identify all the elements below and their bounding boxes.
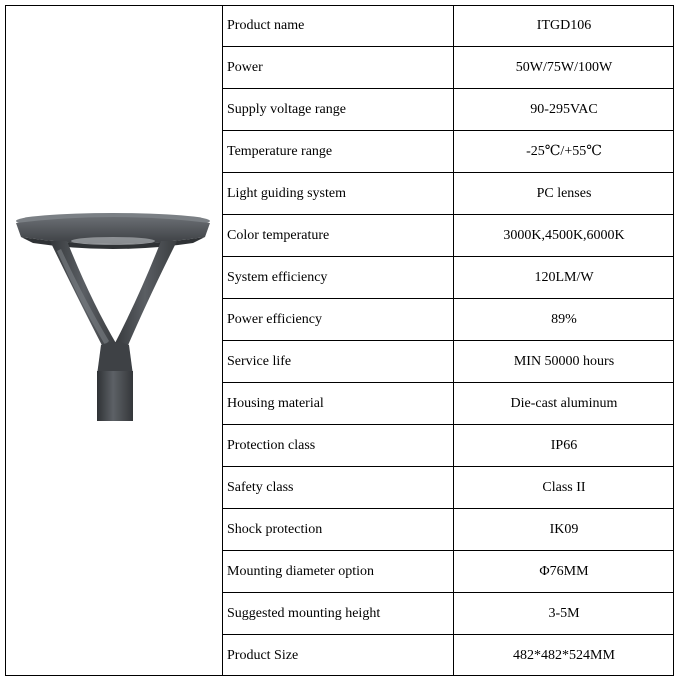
spec-row [223, 383, 674, 425]
spec-value: MIN 50000 hours [454, 341, 675, 383]
spec-row [223, 341, 674, 383]
spec-label: Shock protection [223, 509, 454, 551]
spec-table [223, 5, 674, 676]
spec-row [223, 173, 674, 215]
spec-label: Safety class [223, 467, 454, 509]
spec-label: Service life [223, 341, 454, 383]
spec-row [223, 467, 674, 509]
spec-label: Housing material [223, 383, 454, 425]
spec-value: Φ76MM [454, 551, 675, 593]
spec-row [223, 551, 674, 593]
spec-row [223, 425, 674, 467]
spec-value: IP66 [454, 425, 675, 467]
lens-ring [71, 237, 155, 245]
spec-row [223, 47, 674, 89]
spec-value: Die-cast aluminum [454, 383, 675, 425]
spec-row [223, 509, 674, 551]
product-image-cell [5, 5, 223, 676]
spec-value: -25℃/+55℃ [454, 131, 675, 173]
spec-label: Power [223, 47, 454, 89]
street-lamp-luminaire-icon [5, 5, 223, 425]
spec-row [223, 299, 674, 341]
spec-label: System efficiency [223, 257, 454, 299]
spec-label: Suggested mounting height [223, 593, 454, 635]
spec-label: Mounting diameter option [223, 551, 454, 593]
spec-value: 482*482*524MM [454, 635, 675, 677]
pole [97, 371, 133, 421]
spec-row [223, 257, 674, 299]
spec-label: Supply voltage range [223, 89, 454, 131]
spec-row [223, 635, 674, 677]
spec-value: 90-295VAC [454, 89, 675, 131]
spec-row [223, 5, 674, 47]
spec-label: Power efficiency [223, 299, 454, 341]
spec-label: Color temperature [223, 215, 454, 257]
spec-value: 3-5M [454, 593, 675, 635]
spec-label: Temperature range [223, 131, 454, 173]
spec-value: PC lenses [454, 173, 675, 215]
spec-value: Class II [454, 467, 675, 509]
spec-label: Light guiding system [223, 173, 454, 215]
spec-label: Product name [223, 5, 454, 47]
right-arm [113, 241, 177, 357]
spec-value: 89% [454, 299, 675, 341]
spec-row [223, 593, 674, 635]
spec-row [223, 131, 674, 173]
pole-collar [97, 342, 133, 375]
spec-label: Product Size [223, 635, 454, 677]
spec-value: 50W/75W/100W [454, 47, 675, 89]
spec-value: 120LM/W [454, 257, 675, 299]
spec-value: 3000K,4500K,6000K [454, 215, 675, 257]
arm-highlight [57, 249, 109, 345]
spec-value: ITGD106 [454, 5, 675, 47]
spec-row [223, 89, 674, 131]
spec-row [223, 215, 674, 257]
spec-value: IK09 [454, 509, 675, 551]
spec-label: Protection class [223, 425, 454, 467]
